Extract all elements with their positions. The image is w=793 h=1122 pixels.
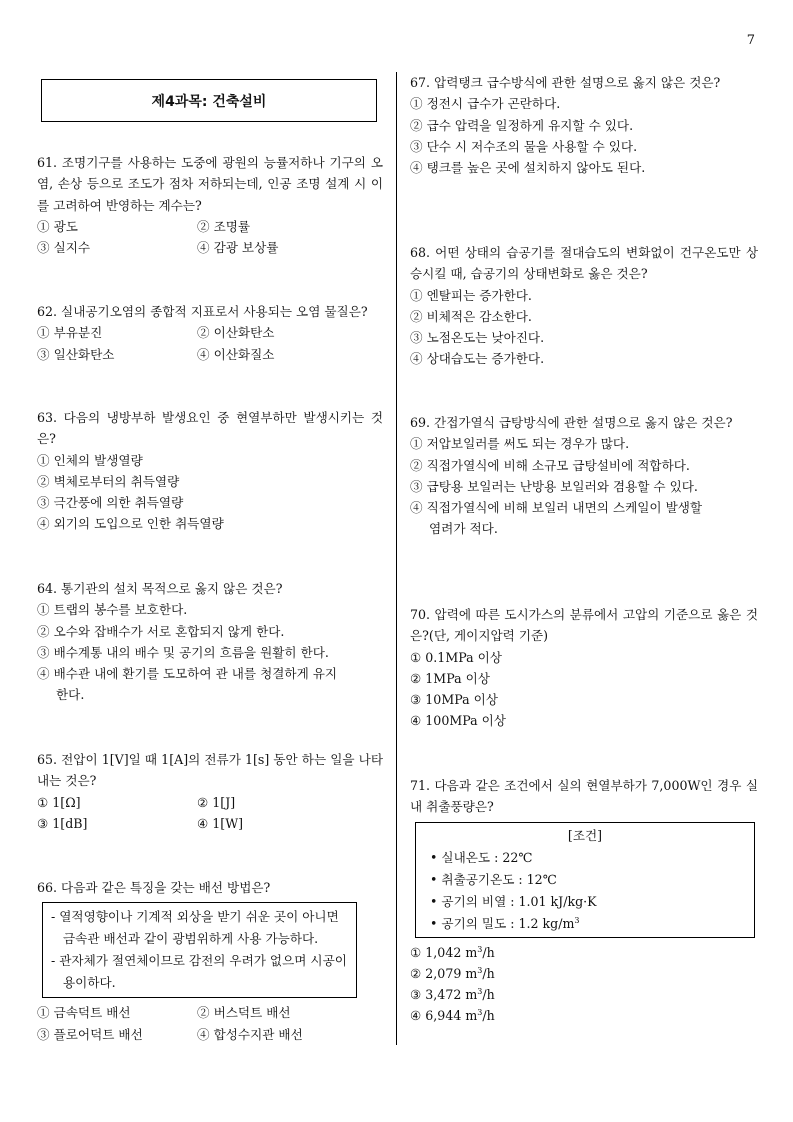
option-4-text: ④ 직접가열식에 비해 보일러 내면의 스케일이 발생할	[410, 500, 703, 516]
condition-title: [조건]	[567, 827, 603, 843]
option-3[interactable]: ③ 극간풍에 의한 취득열량	[37, 495, 184, 511]
option-text: ④ 6,944 m	[410, 1008, 478, 1024]
superscript-3: 3	[477, 944, 483, 954]
unit-tail: /h	[482, 987, 495, 1003]
option-2[interactable]: ② 조명률	[197, 218, 251, 234]
superscript-3: 3	[574, 915, 580, 925]
option-2[interactable]: ② 벽체로부터의 취득열량	[37, 473, 180, 489]
question-stem: 65. 전압이 1[V]일 때 1[A]의 전류가 1[s] 동안 하는 일을 나타내는 것은?	[37, 752, 383, 789]
question-stem: 61. 조명기구를 사용하는 도중에 광원의 능률저하나 기구의 오염, 손상 등으로 조도가 점차 저하되는데, 인공 조명 설계 시 이를 고려하여 반영하는 계수는?	[37, 155, 383, 213]
superscript-3: 3	[477, 987, 483, 996]
option-1[interactable]: ① 저압보일러를 써도 되는 경우가 많다.	[410, 436, 630, 452]
condition-item: • 공기의 비열 : 1.01 kJ/kg·K	[430, 893, 597, 909]
option-4[interactable]	[410, 1005, 758, 1026]
question-64	[37, 578, 383, 706]
page-number: 7	[746, 33, 755, 48]
unit-tail: /h	[482, 1008, 495, 1024]
option-2[interactable]: ② 직접가열식에 비해 소규모 급탕설비에 적합하다.	[410, 457, 690, 473]
question-63	[37, 407, 383, 535]
option-3[interactable]: ③ 10MPa 이상	[410, 692, 498, 708]
option-1[interactable]: ① 트랩의 봉수를 보호한다.	[37, 602, 188, 618]
option-2[interactable]: ② 1[J]	[197, 794, 236, 810]
condition-item	[426, 913, 744, 935]
option-4[interactable]: ④ 합성수지관 배선	[197, 1026, 303, 1042]
option-4[interactable]: ④ 감광 보상률	[197, 240, 279, 256]
option-3[interactable]	[410, 984, 758, 1005]
option-1[interactable]: ① 엔탈피는 증가한다.	[410, 287, 532, 303]
option-text: ① 1,042 m	[410, 944, 478, 960]
condition-box	[415, 822, 755, 938]
option-3[interactable]: ③ 일산화탄소	[37, 346, 115, 362]
option-3[interactable]: ③ 1[dB]	[37, 815, 88, 831]
unit-tail: /h	[482, 965, 495, 981]
feature-item: - 관자체가 절연체이므로 감전의 우려가 없으며 시공이 용이하다.	[51, 953, 347, 991]
question-70	[410, 604, 758, 732]
option-3[interactable]: ③ 급탕용 보일러는 난방용 보일러와 겸용할 수 있다.	[410, 478, 698, 494]
question-stem: 70. 압력에 따른 도시가스의 분류에서 고압의 기준으로 옳은 것은?(단, 게이지압력 기준)	[410, 607, 758, 644]
condition-item: • 실내온도 : 22℃	[430, 849, 533, 865]
feature-box	[42, 902, 357, 998]
option-text: ② 2,079 m	[410, 965, 478, 981]
unit-tail: /h	[482, 944, 495, 960]
superscript-3: 3	[477, 965, 483, 975]
option-2[interactable]: ② 비체적은 감소한다.	[410, 308, 532, 324]
option-3[interactable]: ③ 실지수	[37, 240, 91, 256]
option-4[interactable]: ④ 이산화질소	[197, 346, 275, 362]
question-stem: 62. 실내공기오염의 종합적 지표로서 사용되는 오염 물질은?	[37, 304, 368, 319]
option-2[interactable]: ② 급수 압력을 일정하게 유지할 수 있다.	[410, 117, 634, 133]
question-stem: 71. 다음과 같은 조건에서 실의 현열부하가 7,000W인 경우 실내 취출풍량은?	[410, 778, 758, 815]
option-1[interactable]: ① 인체의 발생열량	[37, 452, 143, 468]
option-2[interactable]	[410, 963, 758, 984]
option-1[interactable]: ① 정전시 급수가 곤란하다.	[410, 96, 561, 112]
option-4[interactable]: ④ 100MPa 이상	[410, 713, 506, 729]
option-3[interactable]: ③ 단수 시 저수조의 물을 사용할 수 있다.	[410, 138, 638, 154]
option-1[interactable]: ① 부유분진	[37, 325, 103, 341]
question-67	[410, 72, 758, 178]
column-divider	[396, 72, 397, 1045]
section-title: 제4과목: 건축설비	[41, 79, 377, 122]
feature-item: - 열적영향이나 기계적 외상을 받기 쉬운 곳이 아니면 금속관 배선과 같이 광범위하게 사용 가능하다.	[51, 909, 339, 947]
option-3[interactable]: ③ 노점온도는 낮아진다.	[410, 330, 545, 346]
option-4-text: ④ 배수관 내에 환기를 도모하여 관 내를 청결하게 유지	[37, 666, 338, 682]
option-4-continuation: 한다.	[56, 687, 85, 703]
superscript-3: 3	[477, 1008, 483, 1018]
question-stem: 67. 압력탱크 급수방식에 관한 설명으로 옳지 않은 것은?	[410, 75, 721, 90]
question-69	[410, 412, 758, 540]
option-2[interactable]: ② 이산화탄소	[197, 325, 275, 341]
option-4[interactable]: ④ 탱크를 높은 곳에 설치하지 않아도 된다.	[410, 160, 646, 176]
option-1[interactable]: ① 0.1MPa 이상	[410, 649, 502, 665]
option-4[interactable]: ④ 상대습도는 증가한다.	[410, 351, 545, 367]
question-61	[37, 152, 383, 258]
option-1[interactable]	[410, 942, 758, 963]
option-text: ③ 3,472 m	[410, 987, 478, 1003]
option-1[interactable]: ① 1[Ω]	[37, 794, 81, 810]
option-4[interactable]: ④ 외기의 도입으로 인한 취득열량	[37, 516, 224, 532]
question-65	[37, 749, 383, 834]
question-62	[37, 301, 383, 365]
question-stem: 69. 간접가열식 급탕방식에 관한 설명으로 옳지 않은 것은?	[410, 415, 733, 430]
option-4-continuation: 염려가 적다.	[429, 521, 498, 537]
option-4[interactable]: ④ 1[W]	[197, 815, 244, 831]
option-2[interactable]: ② 오수와 잡배수가 서로 혼합되지 않게 한다.	[37, 623, 285, 639]
question-66	[37, 877, 383, 1045]
option-1[interactable]: ① 금속덕트 배선	[37, 1005, 131, 1021]
option-4[interactable]	[37, 663, 383, 706]
option-4[interactable]	[410, 497, 758, 540]
option-2[interactable]: ② 1MPa 이상	[410, 670, 490, 686]
option-1[interactable]: ① 광도	[37, 218, 78, 234]
condition-item: • 취출공기온도 : 12℃	[430, 871, 557, 887]
option-3[interactable]: ③ 플로어덕트 배선	[37, 1026, 143, 1042]
question-stem: 63. 다음의 냉방부하 발생요인 중 현열부하만 발생시키는 것은?	[37, 410, 383, 447]
option-2[interactable]: ② 버스덕트 배선	[197, 1005, 291, 1021]
condition-text: • 공기의 밀도 : 1.2 kg/m	[430, 915, 575, 931]
option-3[interactable]: ③ 배수계통 내의 배수 및 공기의 흐름을 원활히 한다.	[37, 644, 329, 660]
question-stem: 66. 다음과 같은 특징을 갖는 배선 방법은?	[37, 880, 271, 895]
question-68	[410, 242, 758, 370]
question-71	[410, 775, 758, 1027]
question-stem: 64. 통기관의 설치 목적으로 옳지 않은 것은?	[37, 581, 283, 596]
question-stem: 68. 어떤 상태의 습공기를 절대습도의 변화없이 건구온도만 상승시킬 때, 습공기의 상태변화로 옳은 것은?	[410, 245, 758, 282]
